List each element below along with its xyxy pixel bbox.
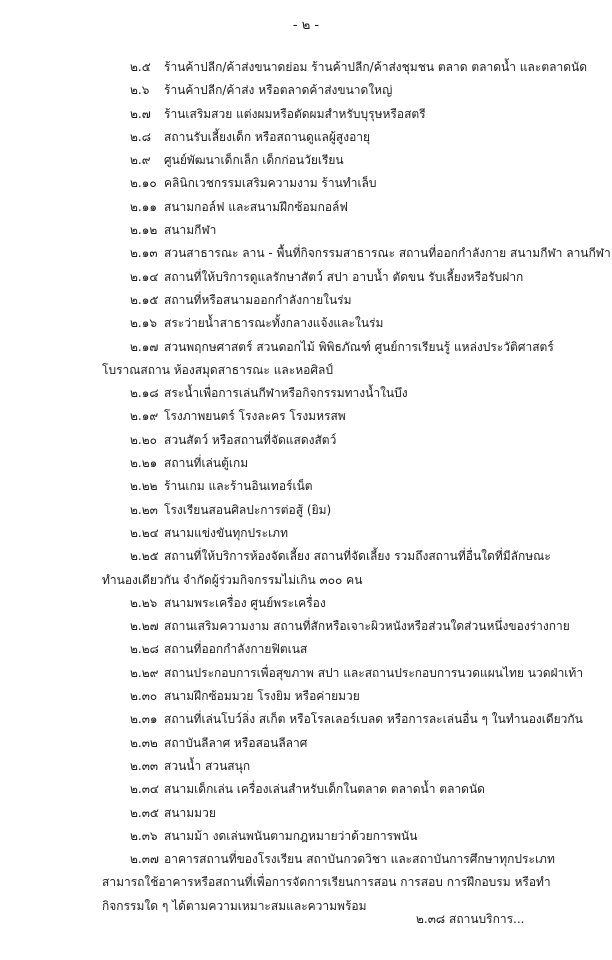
item-text: สถานที่เล่นโบว์ลิ่ง สเก็ต หรือโรลเลอร์เบลด หรือการละเล่นอื่น ๆ ในทำนองเดียวกัน	[164, 712, 583, 727]
item-number: ๒.๓๑	[130, 712, 158, 727]
item-text: ร้านเกม และร้านอินเทอร์เน็ต	[164, 479, 313, 494]
item-number: ๒.๒๗	[130, 619, 159, 634]
list-item	[0, 452, 612, 475]
list-item	[0, 708, 612, 731]
item-text: สระว่ายน้ำสาธารณะทั้งกลางแจ้งและในร่ม	[164, 316, 384, 331]
item-number: ๒.๕	[130, 60, 151, 74]
item-text: สถานที่เล่นตู้เกม	[164, 456, 249, 471]
item-text: สถานที่ออกกำลังกายฟิตเนส	[164, 642, 308, 657]
item-text: คลินิกเวชกรรมเสริมความงาม ร้านทำเล็บ	[164, 176, 377, 191]
list-item	[0, 242, 612, 265]
item-number: ๒.๓๔	[130, 782, 160, 797]
list-item	[0, 289, 612, 312]
list-item	[0, 662, 612, 685]
list-item	[0, 172, 612, 195]
item-text: ร้านค้าปลีก/ค้าส่งขนาดย่อม ร้านค้าปลีก/ค้าส่งชุมชน ตลาด ตลาดน้ำ และตลาดนัด	[164, 60, 588, 74]
item-number: ๒.๑๔	[130, 269, 159, 284]
list-item	[0, 638, 612, 661]
item-text: สถานที่ให้บริการดูแลรักษาสัตว์ สปา อาบน้ำ ตัดขน รับเลี้ยงหรือรับฝาก	[164, 269, 524, 284]
item-number: ๒.๑๖	[130, 316, 157, 331]
list-item	[0, 848, 612, 918]
item-text: สนามพระเครื่อง ศูนย์พระเครื่อง	[164, 595, 326, 610]
list-item	[0, 336, 612, 383]
item-number: ๒.๓๓	[130, 758, 159, 773]
item-number: ๒.๒๕	[130, 549, 159, 564]
list-item	[0, 778, 612, 801]
item-number: ๒.๒๐	[130, 432, 157, 447]
item-number: ๒.๒๓	[130, 502, 158, 517]
item-number: ๒.๓๕	[130, 805, 160, 820]
item-number: ๒.๓๐	[130, 689, 158, 704]
item-number: ๒.๒๙	[130, 665, 159, 680]
list-item	[0, 802, 612, 825]
item-text: สนามมวย	[164, 805, 216, 820]
item-text: สวนสัตว์ หรือสถานที่จัดแสดงสัตว์	[164, 432, 337, 447]
item-text: สนามม้า งดเล่นพนันตามกฎหมายว่าด้วยการพนัน	[164, 828, 418, 843]
item-number: ๒.๑๓	[130, 246, 158, 261]
item-number: ๒.๓๖	[130, 828, 158, 843]
item-text-continuation: ทำนองเดียวกัน จำกัดผู้ร่วมกิจกรรมไม่เกิน ๓๐๐ คน	[102, 572, 363, 587]
item-number: ๒.๑๕	[130, 292, 159, 307]
list-item	[0, 755, 612, 778]
item-number: ๒.๑๙	[130, 409, 159, 424]
item-text: สถาบันลีลาศ หรือสอนลีลาศ	[164, 735, 308, 750]
item-text: ร้านค้าปลีก/ค้าส่ง หรือตลาดค้าส่งขนาดใหญ่	[164, 83, 393, 98]
item-number: ๒.๒๑	[130, 456, 158, 471]
item-number: ๒.๘	[130, 129, 151, 144]
item-number: ๒.๓๒	[130, 735, 158, 750]
item-text: โรงเรียนสอนศิลปะการต่อสู้ (ยิม)	[164, 502, 332, 517]
list-item	[0, 405, 612, 428]
list-item	[0, 615, 612, 638]
list-item	[0, 79, 612, 102]
item-number: ๒.๓๗	[130, 852, 159, 867]
item-text-continuation: สามารถใช้อาคารหรือสถานที่เพื่อการจัดการเรียนการสอน การสอบ การฝึกอบรม หรือทำกิจกรรมใด ๆ ได้ตามความเหมาะสมและความพร้อม	[102, 875, 551, 913]
item-text: สนามเด็กเล่น เครื่องเล่นสำหรับเด็กในตลาด ตลาดน้ำ ตลาดนัด	[164, 782, 485, 797]
list-item	[0, 266, 612, 289]
item-text: ร้านเสริมสวย แต่งผมหรือตัดผมสำหรับบุรุษหรือสตรี	[164, 106, 426, 121]
item-text: อาคารสถานที่ของโรงเรียน สถาบันกวดวิชา และสถาบันการศึกษาทุกประเภท	[164, 852, 555, 867]
list-item	[0, 545, 612, 592]
item-text: สนามแข่งขันทุกประเภท	[164, 525, 288, 540]
item-text: โรงภาพยนตร์ โรงละคร โรงมหรสพ	[164, 409, 346, 424]
list-item	[0, 312, 612, 335]
list-item	[0, 475, 612, 498]
item-text: สวนสาธารณะ ลาน - พื้นที่กิจกรรมสาธารณะ สถานที่ออกกำลังกาย สนามกีฬา ลานกีฬา	[164, 246, 611, 261]
list-item	[0, 149, 612, 172]
page-number: - ๒ -	[292, 18, 320, 33]
item-text: สถานที่หรือสนามออกกำลังกายในร่ม	[164, 292, 352, 307]
item-text: สระน้ำเพื่อการเล่นกีฬาหรือกิจกรรมทางน้ำในบึง	[164, 386, 408, 401]
item-list	[0, 56, 612, 918]
list-item	[0, 685, 612, 708]
item-number: ๒.๒๘	[130, 642, 159, 657]
continuation-reference: ๒.๓๘ สถานบริการ...	[416, 912, 525, 926]
item-text: สวนน้ำ สวนสนุก	[164, 758, 251, 773]
list-item	[0, 825, 612, 848]
item-number: ๒.๑๘	[130, 386, 159, 401]
item-number: ๒.๑๐	[130, 176, 157, 191]
item-number: ๒.๖	[130, 83, 150, 98]
item-text: สนามกีฬา	[164, 223, 217, 238]
item-text: สถานที่ให้บริการห้องจัดเลี้ยง สถานที่จัดเลี้ยง รวมถึงสถานที่อื่นใดที่มีลักษณะ	[164, 549, 551, 564]
item-text: ศูนย์พัฒนาเด็กเล็ก เด็กก่อนวัยเรียน	[164, 153, 344, 168]
list-item	[0, 429, 612, 452]
item-number: ๒.๑๗	[130, 339, 159, 354]
list-item	[0, 592, 612, 615]
list-item	[0, 499, 612, 522]
list-item	[0, 522, 612, 545]
item-number: ๒.๒๒	[130, 479, 158, 494]
item-text: สถานประกอบการเพื่อสุขภาพ สปา และสถานประกอบการนวดแผนไทย นวดฝ่าเท้า	[164, 665, 584, 680]
list-item	[0, 732, 612, 755]
list-item	[0, 196, 612, 219]
item-text: สนามฝึกซ้อมมวย โรงยิม หรือค่ายมวย	[164, 689, 360, 704]
item-number: ๒.๑๒	[130, 223, 158, 238]
item-number: ๒.๒๖	[130, 595, 158, 610]
item-number: ๒.๗	[130, 106, 151, 121]
item-number: ๒.๙	[130, 153, 151, 168]
list-item	[0, 126, 612, 149]
item-text: สถานรับเลี้ยงเด็ก หรือสถานดูแลผู้สูงอายุ	[164, 129, 371, 144]
item-text: สวนพฤกษศาสตร์ สวนดอกไม้ พิพิธภัณฑ์ ศูนย์การเรียนรู้ แหล่งประวัติศาสตร์	[164, 339, 554, 354]
list-item	[0, 219, 612, 242]
list-item	[0, 103, 612, 126]
item-number: ๒.๒๔	[130, 525, 159, 540]
item-text: สนามกอล์ฟ และสนามฝึกซ้อมกอล์ฟ	[164, 199, 348, 214]
item-text-continuation: โบราณสถาน ห้องสมุดสาธารณะ และหอศิลป์	[102, 362, 333, 377]
list-item	[0, 382, 612, 405]
item-text: สถานเสริมความงาม สถานที่สักหรือเจาะผิวหนังหรือส่วนใดส่วนหนึ่งของร่างกาย	[164, 619, 570, 634]
list-item	[0, 56, 612, 79]
item-number: ๒.๑๑	[130, 199, 157, 214]
